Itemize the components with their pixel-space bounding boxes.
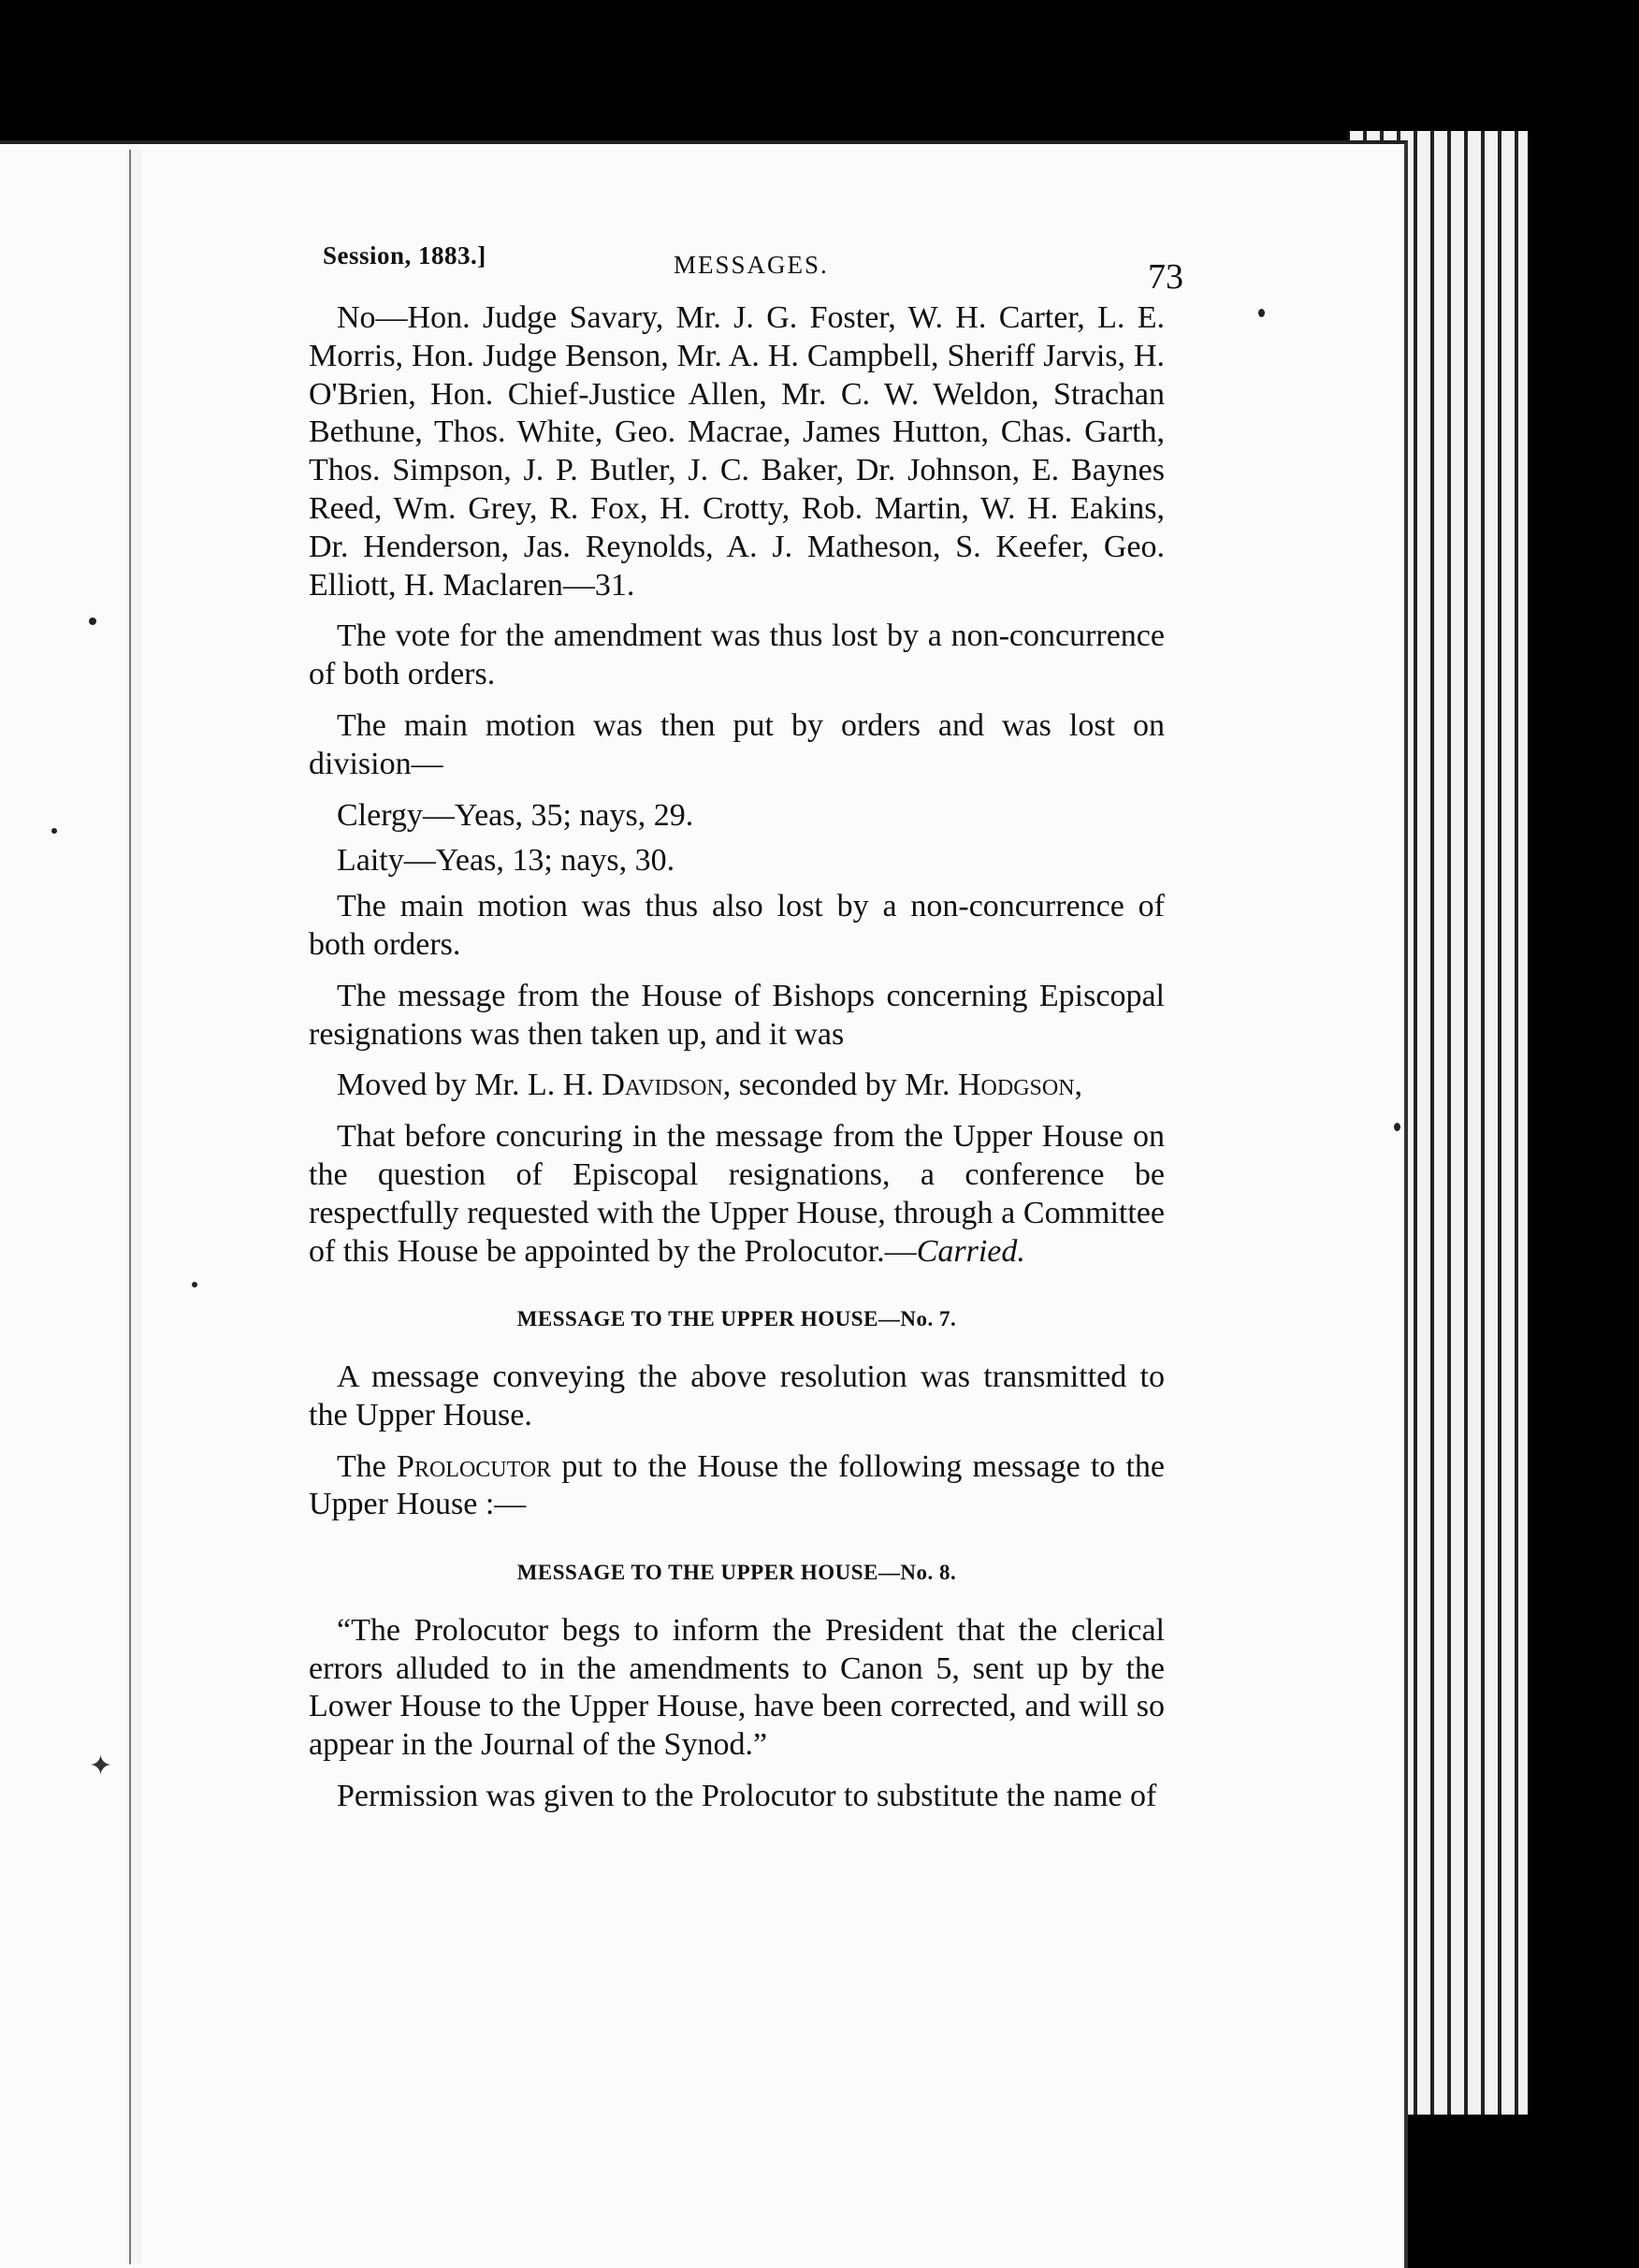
mover-name: Davidson (602, 1068, 723, 1103)
scan-speck (1394, 1123, 1400, 1131)
page-body (309, 299, 1165, 1829)
quote-paragraph: “The Prolocutor begs to inform the President that the clerical errors alluded to in the amendments to Canon 5, sent up by the Lower House to the Upper House, have been corrected, and will so appear in the Journal of the Synod.” (309, 1612, 1165, 1763)
heading-message-8: MESSAGE TO THE UPPER HOUSE—No. 8. (516, 1561, 957, 1585)
prolocutor-prefix: The (337, 1448, 386, 1484)
scan-speck (89, 618, 96, 625)
resolution-text: That before concuring in the message from the Upper House on the question of Episcopal resignations, a conference be respectfully requested with the Upper House, through a Committee of this House be appointed by the Prolocutor.— (309, 1119, 1165, 1269)
conveying-paragraph: A message conveying the above resolution was transmitted to the Upper House. (309, 1359, 1165, 1432)
vote-lost-paragraph: The vote for the amendment was thus lost by a non-concurrence of both orders. (309, 618, 1165, 692)
prolocutor-paragraph (309, 1448, 1165, 1525)
prolocutor-name: Prolocutor (397, 1448, 552, 1484)
main-motion-paragraph: The main motion was then put by orders and was lost on division— (309, 707, 1165, 781)
header-title: MESSAGES. (674, 251, 829, 279)
carried-label: Carried. (916, 1233, 1025, 1269)
permission-paragraph: Permission was given to the Prolocutor to substitute the name of (337, 1778, 1157, 1813)
moved-suffix: , (1074, 1068, 1083, 1103)
gutter-line (129, 150, 131, 2264)
margin-mark: ✦ (89, 1750, 113, 1782)
moved-paragraph (309, 1067, 1165, 1105)
prolocutor-suffix: put to the House the following message to the Upper House :— (309, 1448, 1166, 1522)
scan-speck (1258, 309, 1265, 317)
laity-vote: Laity—Yeas, 13; nays, 30. (337, 843, 675, 879)
scan-background (0, 0, 1639, 140)
scan-speck (192, 1282, 197, 1287)
page-number: 73 (1148, 257, 1183, 297)
gutter-shadow (131, 150, 142, 2264)
session-label: Session, 1883.] (323, 241, 486, 269)
running-header (323, 234, 1183, 297)
heading-message-7: MESSAGE TO THE UPPER HOUSE—No. 7. (516, 1307, 957, 1331)
clergy-vote: Clergy—Yeas, 35; nays, 29. (337, 797, 694, 833)
moved-mid: , seconded by Mr. (722, 1068, 950, 1103)
bishops-message-paragraph: The message from the House of Bishops concerning Episcopal resignations was then taken up, and it was (309, 978, 1165, 1052)
seconder-name: Hodgson (957, 1068, 1075, 1103)
main-lost-paragraph: The main motion was thus also lost by a non-concurrence of both orders. (309, 889, 1165, 962)
resolution-paragraph (309, 1118, 1165, 1271)
no-vote-list: No—Hon. Judge Savary, Mr. J. G. Foster, W. H. Carter, L. E. Morris, Hon. Judge Benson, Mr. A. H. Campbell, Sheriff Jarvis, H. O'Brien, Hon. Chief-Justice Allen, Mr. C. W. Weldon, Strachan Bethune, Thos. White, Geo. Macrae, James Hutton, Chas. Garth, Thos. Simpson, J. P. Butler, J. C. Baker, Dr. Johnson, E. Baynes Reed, Wm. Grey, R. Fox, H. Crotty, Rob. Martin, W. H. Eakins, Dr. Henderson, Jas. Reynolds, A. J. Matheson, S. Keefer, Geo. Elliott, H. Maclaren—31. (309, 300, 1165, 603)
moved-prefix: Moved by Mr. L. H. (337, 1068, 594, 1103)
scan-speck (51, 828, 57, 834)
